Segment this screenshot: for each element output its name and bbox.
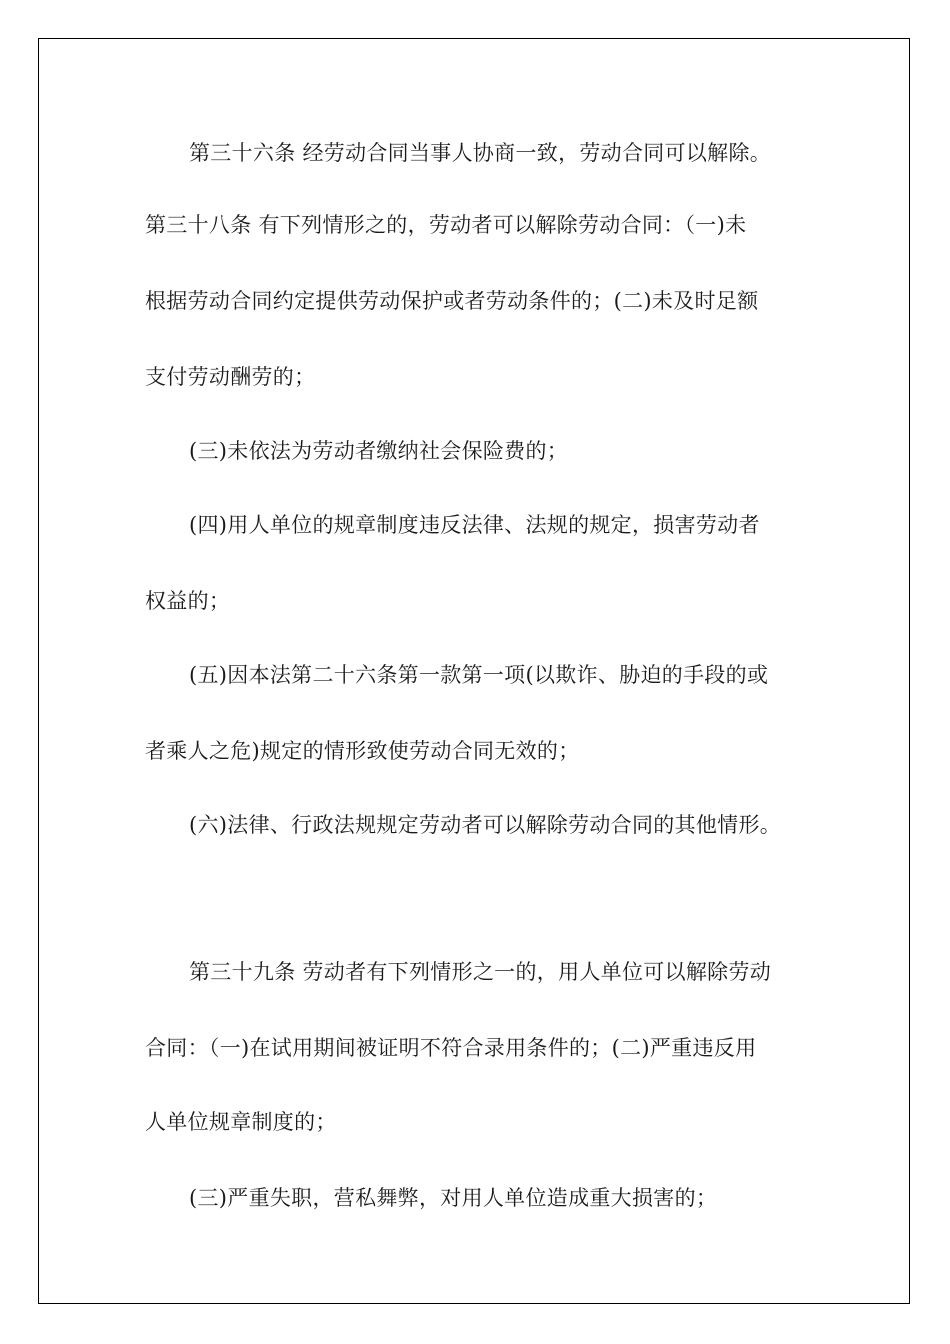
article-38-line-2: 根据劳动合同约定提供劳动保护或者劳动条件的；(二)未及时足额	[145, 289, 759, 313]
article-38-item-4-line-1: (四)用人单位的规章制度违反法律、法规的规定，损害劳动者	[189, 513, 760, 537]
article-38-line-1: 第三十八条 有下列情形之的，劳动者可以解除劳动合同：（一)未	[145, 213, 747, 237]
article-38-item-5-line-1: (五)因本法第二十六条第一款第一项(以欺诈、胁迫的手段的或	[189, 663, 769, 687]
article-38-line-3: 支付劳动酬劳的；	[145, 365, 316, 389]
article-39-item-3: (三)严重失职，营私舞弊，对用人单位造成重大损害的；	[189, 1186, 718, 1210]
article-38-item-3: (三)未依法为劳动者缴纳社会保险费的；	[189, 439, 569, 463]
article-38-item-5-line-2: 者乘人之危)规定的情形致使劳动合同无效的；	[145, 739, 580, 763]
article-36-line-1: 第三十六条 经劳动合同当事人协商一致，劳动合同可以解除。	[189, 141, 772, 165]
article-39-line-3: 人单位规章制度的；	[145, 1110, 337, 1134]
article-38-item-4-line-2: 权益的；	[145, 589, 231, 613]
article-39-line-2: 合同：（一)在试用期间被证明不符合录用条件的；(二)严重违反用	[145, 1036, 757, 1060]
article-38-item-6: (六)法律、行政法规规定劳动者可以解除劳动合同的其他情形。	[189, 813, 782, 837]
article-39-line-1: 第三十九条 劳动者有下列情形之一的，用人单位可以解除劳动	[189, 960, 772, 984]
